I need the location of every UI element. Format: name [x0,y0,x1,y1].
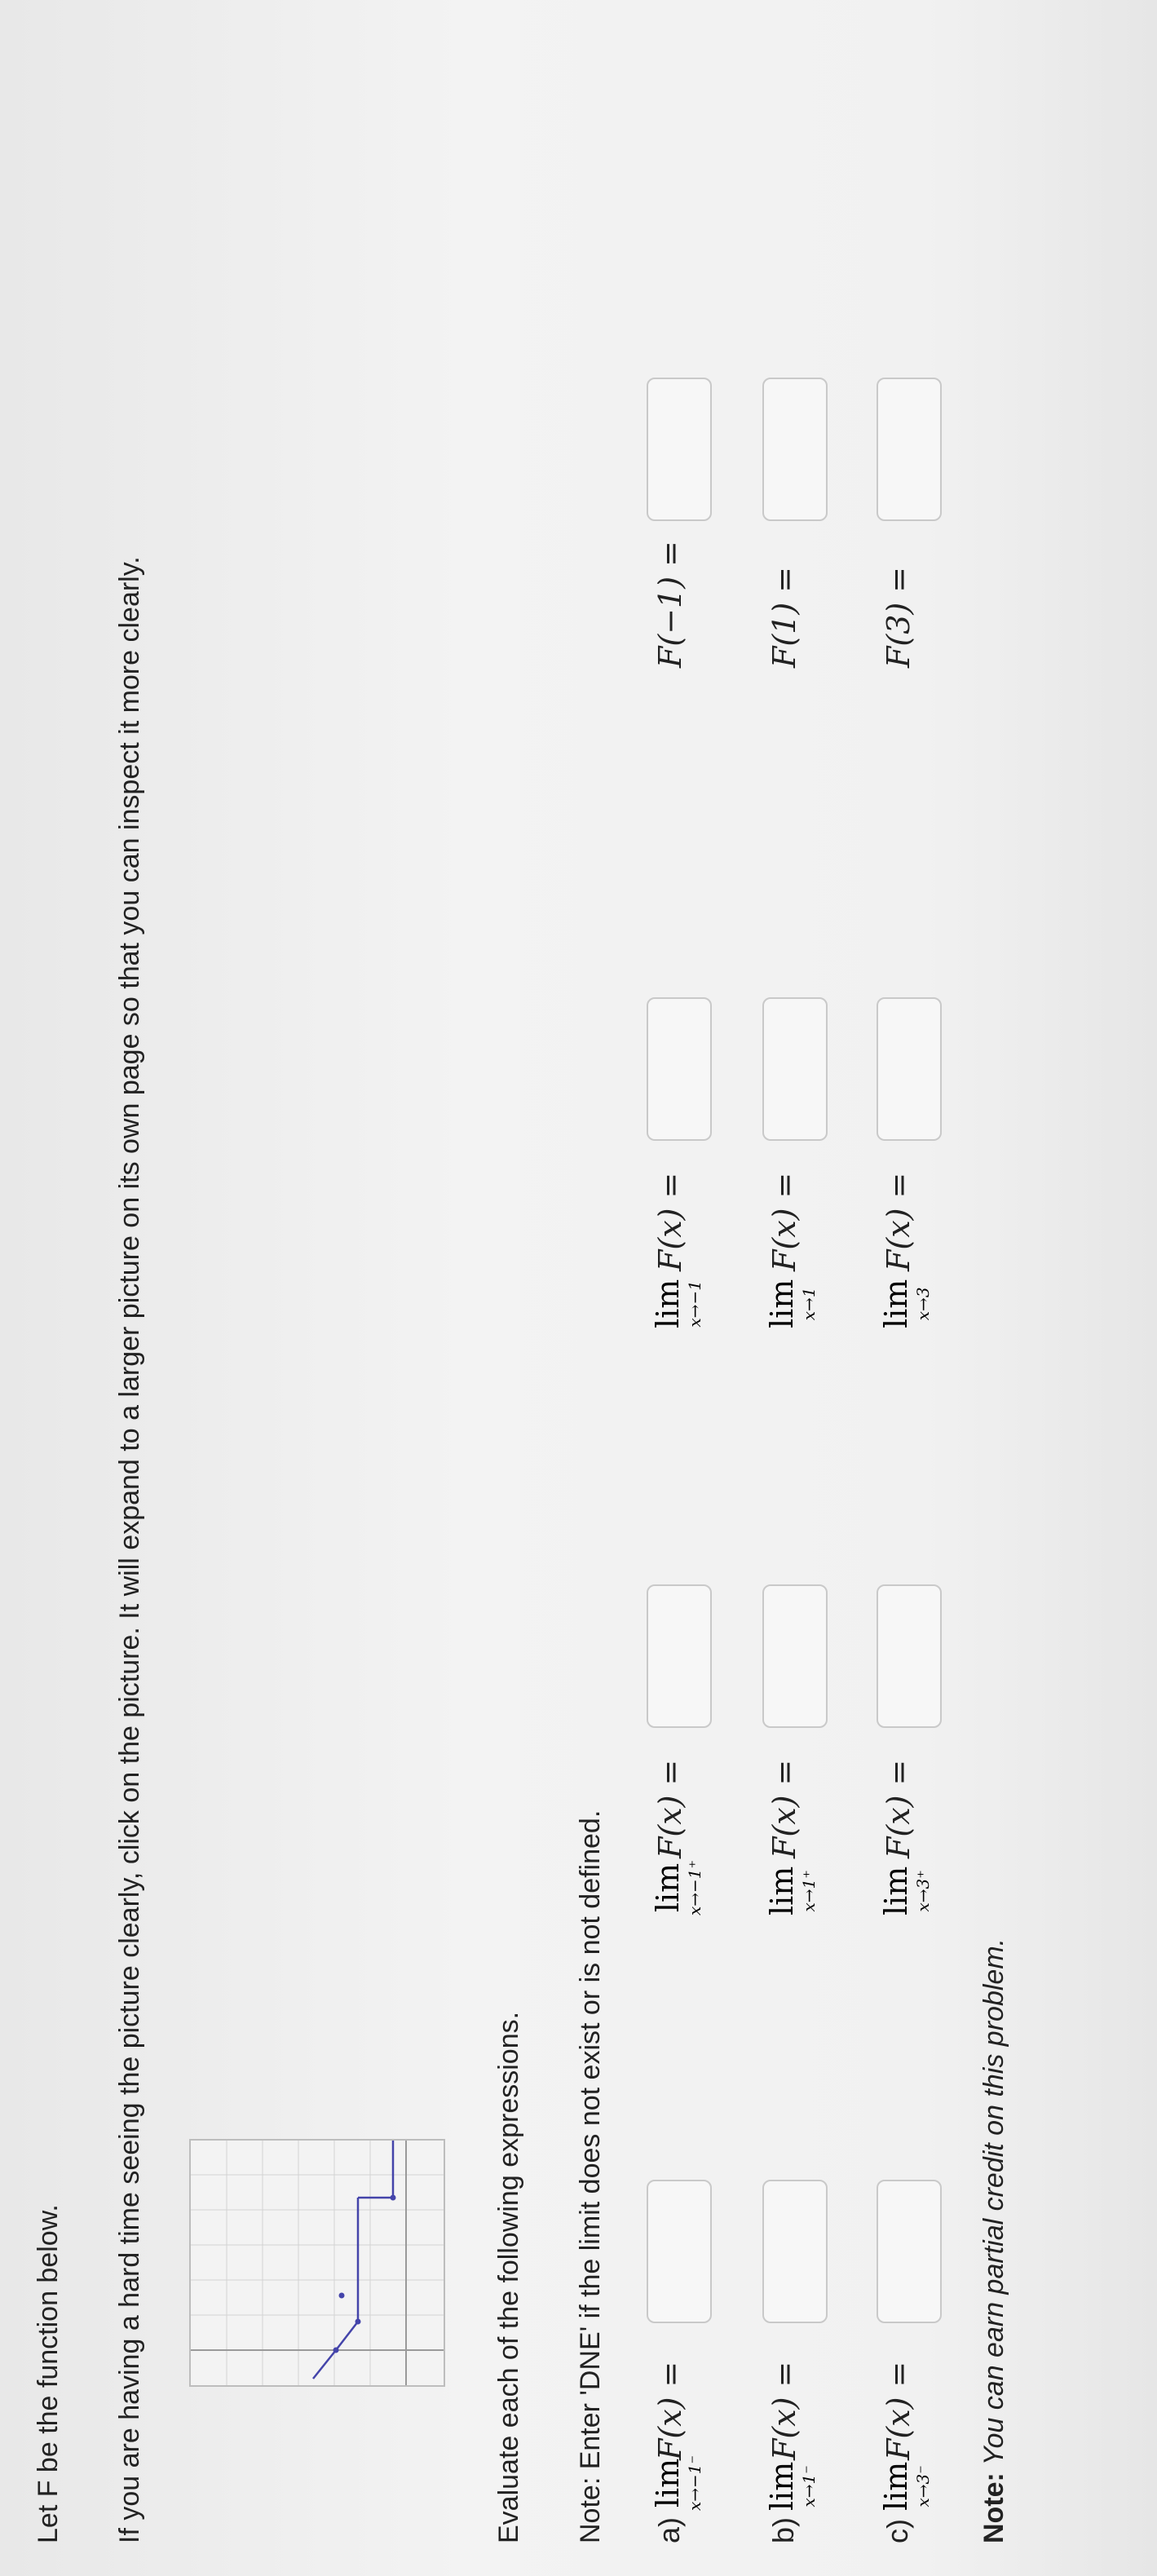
hint-text: If you are having a hard time seeing the picture clearly, click on the picture. It will expand to a larger picture on its own page so that you can inspect it more clearly. [114,556,145,2543]
row-c-value-expr: F(3) = [881,566,916,668]
lim-word: lim [878,1866,914,1915]
row-c-left-limit-input[interactable] [877,2180,942,2323]
lim-subscript: x→3⁻ [913,2465,933,2508]
lim-subscript: x→1⁻ [799,2465,819,2508]
note-bold: Note: [978,2472,1009,2543]
row-a-left-limit [652,2455,703,2511]
lim-subscript: x→−1 [685,1280,704,1328]
row-a-value-input[interactable] [647,378,712,521]
lim-word: lim [764,1279,800,1328]
row-c-two-limit [878,1279,933,1328]
lim-word: lim [764,1866,800,1915]
lim-subscript: x→1⁺ [799,1870,819,1912]
row-a-right-limit-input[interactable] [647,1584,712,1728]
lim-word: lim [878,1279,914,1328]
row-a-right-limit [652,1860,703,1915]
lim-subscript: x→3 [913,1287,933,1321]
instructions-text: Evaluate each of the following expressions. [493,2011,524,2543]
row-b-value-expr: F(1) = [766,566,802,668]
lim-subscript: x→1 [799,1287,819,1321]
row-b-right-limit [766,1867,817,1915]
row-a-left-expr: F(x) = [652,2361,688,2460]
row-c-right-limit-input[interactable] [877,1584,942,1728]
row-a-two-expr: F(x) = [652,1172,688,1271]
row-b-left-limit-input[interactable] [762,2180,828,2323]
row-b-right-limit-input[interactable] [762,1584,828,1728]
row-c-left-limit [878,2461,933,2511]
row-c-right-expr: F(x) = [881,1759,916,1858]
note-text: You can earn partial credit on this problem. [978,1938,1009,2473]
lim-subscript: x→3⁺ [913,1870,933,1912]
row-c-two-expr: F(x) = [881,1172,916,1271]
row-b-right-expr: F(x) = [766,1759,802,1858]
row-a-right-expr: F(x) = [652,1759,688,1858]
row-b-left-expr: F(x) = [766,2361,802,2460]
lim-word: lim [650,2458,686,2508]
note-dne-text: Note: Enter 'DNE' if the limit does not exist or is not defined. [575,1809,606,2543]
row-b-two-limit [766,1279,817,1328]
row-c-label: c) [881,2519,914,2543]
lim-word: lim [650,1862,686,1913]
row-a-two-limit [652,1279,703,1328]
row-a-two-limit-input[interactable] [647,997,712,1141]
function-graph[interactable] [189,2139,445,2387]
row-c-two-limit-input[interactable] [877,997,942,1141]
row-b-value-input[interactable] [762,378,828,521]
row-b-two-limit-input[interactable] [762,997,828,1141]
row-b-label: b) [766,2516,800,2543]
row-a-left-limit-input[interactable] [647,2180,712,2323]
intro-text: Let F be the function below. [33,2204,64,2543]
row-c-right-limit [878,1866,933,1915]
row-a-label: a) [652,2516,686,2543]
partial-credit-note [978,1938,1010,2543]
lim-word: lim [650,1279,686,1328]
row-b-left-limit [766,2462,817,2511]
lim-subscript: x→−1⁻ [685,2454,704,2511]
row-a-value-expr: F(−1) = [652,541,688,668]
row-b-two-expr: F(x) = [766,1172,802,1271]
lim-subscript: x→−1⁺ [685,1859,704,1915]
lim-word: lim [764,2461,800,2511]
row-c-left-expr: F(x) = [881,2361,916,2460]
row-c-value-input[interactable] [877,378,942,521]
lim-word: lim [878,2461,914,2511]
